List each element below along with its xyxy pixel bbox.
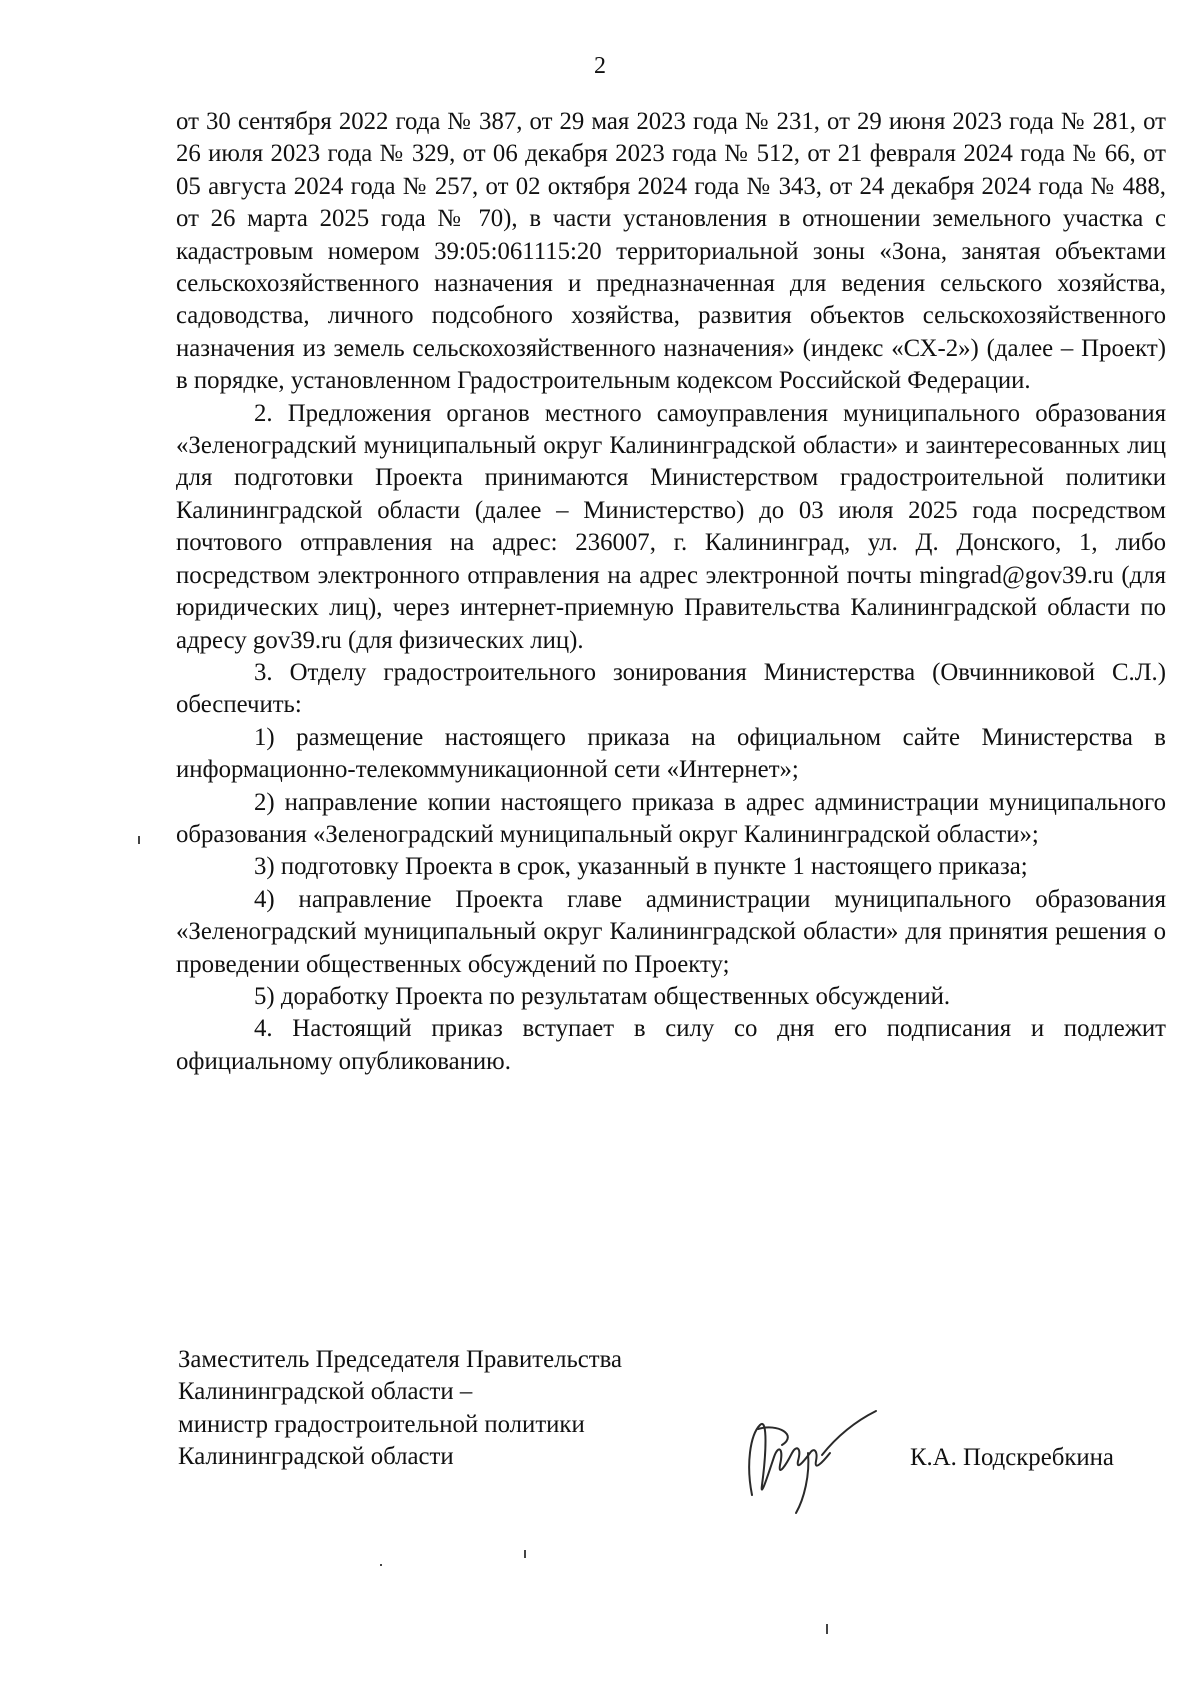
- paragraph-item-4: 4. Настоящий приказ вступает в силу со дня его подписания и подлежит официальному опубликованию.: [176, 1015, 1166, 1075]
- position-line: Калининградской области: [178, 1443, 454, 1471]
- page-number: 2: [594, 53, 606, 79]
- scan-speck: [826, 1624, 828, 1634]
- subitem-2: 2) направление копии настоящего приказа в адрес администрации муниципального образования «Зеленоградский муниципальный округ Калининградской области»;: [176, 788, 1166, 848]
- subitem-5: 5) доработку Проекта по результатам общественных обсуждений.: [254, 982, 951, 1010]
- subitem-1: 1) размещение настоящего приказа на официальном сайте Министерства в информационно-телекоммуникационной сети «Интернет»;: [176, 723, 1166, 784]
- position-line: Калининградской области –: [178, 1378, 473, 1406]
- signatory-position: [178, 1344, 622, 1474]
- paragraph-item-3: 3. Отделу градостроительного зонирования Министерства (Овчинниковой С.Л.) обеспечить:: [176, 658, 1166, 719]
- paragraph-item-2: 2. Предложения органов местного самоуправления муниципального образования «Зеленоградский муниципальный округ Калининградской области» и заинтересованных лиц для подготовки Проекта принимаются Министерством градостроительной политики Калининградской области (далее – Министерство) до 03 июля 2025 года посредством почтового отправления на адрес: 236007, г. Калининград, ул. Д. Донского, 1, либо посредством электронного отправления на адрес электронной почты mingrad@gov39.ru (для юридических лиц), через интернет-приемную Правительства Калининградской области по адресу gov39.ru (для физических лиц).: [176, 399, 1166, 654]
- scan-speck: [138, 836, 140, 844]
- scan-speck: [524, 1550, 526, 1558]
- scan-speck: [380, 1564, 382, 1566]
- paragraph-continuation: от 30 сентября 2022 года № 387, от 29 мая 2023 года № 231, от 29 июня 2023 года № 281, от 26 июля 2023 года № 329, от 06 декабря 2023 года № 512, от 21 февраля 2024 года № 66, от 05 августа 2024 года № 257, от 02 октября 2024 года № 343, от 24 декабря 2024 года № 488, от 26 марта 2025 года № 70), в части установления в отношении земельного участка с кадастровым номером 39:05:061115:20 территориальной зоны «Зона, занятая объектами сельскохозяйственного назначения и предназначенная для ведения сельского хозяйства, садоводства, личного подсобного хозяйства, развития объектов сельскохозяйственного назначения из земель сельскохозяйственного назначения» (индекс «СХ-2») (далее – Проект) в порядке, установленном Градостроительным кодексом Российской Федерации.: [176, 108, 1166, 395]
- subitem-3: 3) подготовку Проекта в срок, указанный в пункте 1 настоящего приказа;: [254, 853, 1028, 881]
- signatory-name: К.А. Подскребкина: [910, 1444, 1114, 1471]
- document-body: [176, 106, 1166, 1078]
- position-line: министр градостроительной политики: [178, 1410, 585, 1438]
- position-line: Заместитель Председателя Правительства: [178, 1346, 623, 1373]
- handwritten-signature: [738, 1395, 878, 1515]
- subitem-4: 4) направление Проекта главе администрации муниципального образования «Зеленоградский муниципальный округ Калининградской области» для принятия решения о проведении общественных обсуждений по Проекту;: [176, 885, 1166, 978]
